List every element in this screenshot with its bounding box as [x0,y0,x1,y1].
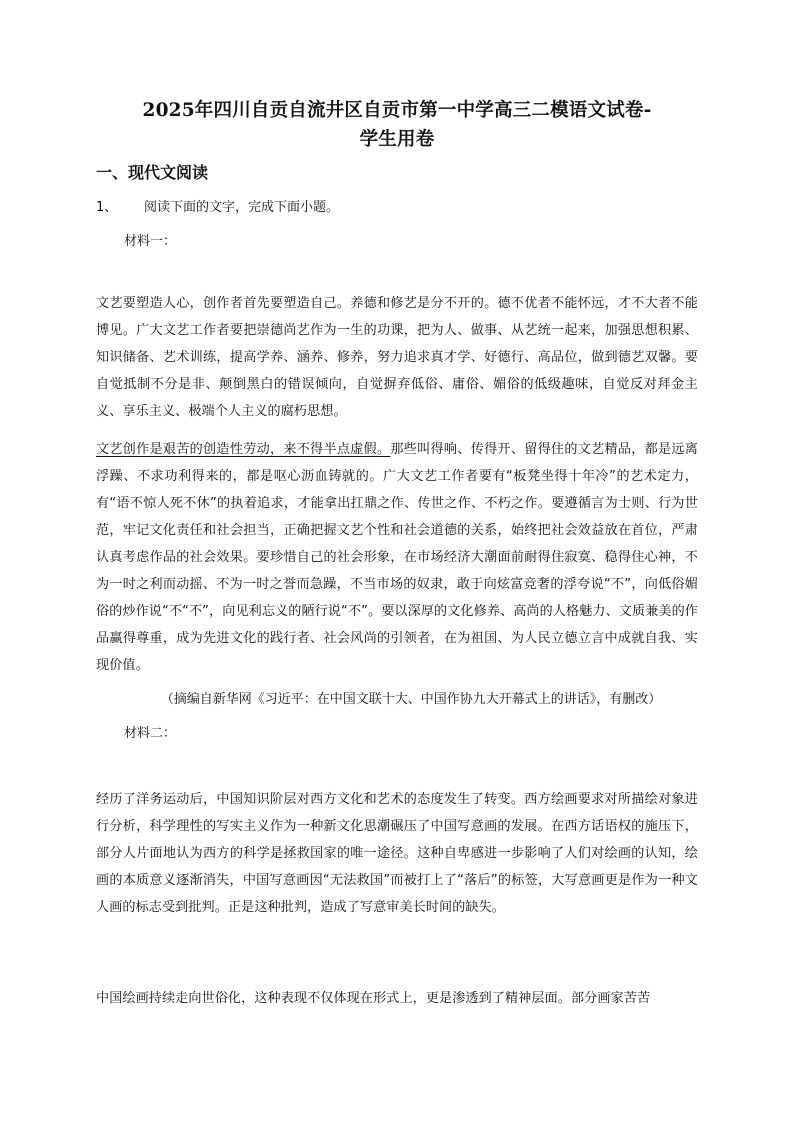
question-number: 1、 [96,200,118,215]
exam-title-line1: 2025年四川自贡自流井区自贡市第一中学高三二模语文试卷- [142,100,652,121]
material2-paragraph1: 经历了洋务运动后，中国知识阶层对西方文化和艺术的态度发生了转变。西方绘画要求对所描绘对象进行分析，科学理性的写实主义作为一种新文化思潮碾压了中国写意画的发展。在西方话语权的施压下，部分人片面地认为西方的科学是拯救国家的唯一途径。这种自卑感进一步影响了人们对绘画的认知，绘画的本质意义逐渐消失，中国写意画因“无法救国”而被打上了“落后”的标签，大写意画更是作为一种文人画的标志受到批判。正是这种批判，造成了写意审美长时间的缺失。 [96,792,698,915]
material1-paragraph2-rest: 那些叫得响、传得开、留得住的文艺精品，都是远离浮躁、不求功利得来的，都是呕心沥血铸就的。广大文艺工作者要有“板凳坐得十年冷”的艺术定力，有“语不惊人死不休”的执着追求，才能拿出扛鼎之作、传世之作、不朽之作。要遵循言为士则、行为世范，牢记文化责任和社会担当，正确把握文艺个性和社会道德的关系，始终把社会效益放在首位，严肃认真考虑作品的社会效果。要珍惜自己的社会形象，在市场经济大潮面前耐得住寂寞、稳得住心神，不为一时之利而动摇、不为一时之誉而急躁，不当市场的奴隶，敢于向炫富竞奢的浮夸说“不”，向低俗媚俗的炒作说“不“不”，向见利忘义的陋行说“不”。要以深厚的文化修养、高尚的人格魅力、文质兼美的作品赢得尊重，成为先进文化的践行者、社会风尚的引领者，在为祖国、为人民立德立言中成就自我、实现价值。 [96,442,698,673]
exam-title-line2: 学生用卷 [359,129,435,150]
material1-paragraph2 [96,436,698,679]
material2-paragraph2: 中国绘画持续走向世俗化，这种表现不仅体现在形式上，更是渗透到了精神层面。部分画家苦苦 [96,991,651,1006]
question-instruction: 阅读下面的文字，完成下面小题。 [144,200,340,215]
material1-source: （摘编自新华网《习近平：在中国文联十大、中国作协九大开幕式上的讲话》，有删改） [160,692,662,707]
section-heading: 一、现代文阅读 [96,163,209,182]
exam-title [60,96,734,154]
material2-label: 材料二： [124,726,177,741]
material1-paragraph1: 文艺要塑造人心，创作者首先要塑造自己。养德和修艺是分不开的。德不优者不能怀远，才不大者不能博见。广大文艺工作者要把崇德尚艺作为一生的功课，把为人、做事、从艺统一起来，加强思想积累、知识储备、艺术训练，提高学养、涵养、修养，努力追求真才学、好德行、高品位，做到德艺双馨。要自觉抵制不分是非、颠倒黑白的错误倾向，自觉摒弃低俗、庸俗、媚俗的低级趣味，自觉反对拜金主义、享乐主义、极端个人主义的腐朽思想。 [96,296,698,419]
underlined-sentence: 文艺创作是艰苦的创造性劳动，来不得半点虚假。 [96,442,391,457]
material1-label: 材料一： [124,234,177,249]
